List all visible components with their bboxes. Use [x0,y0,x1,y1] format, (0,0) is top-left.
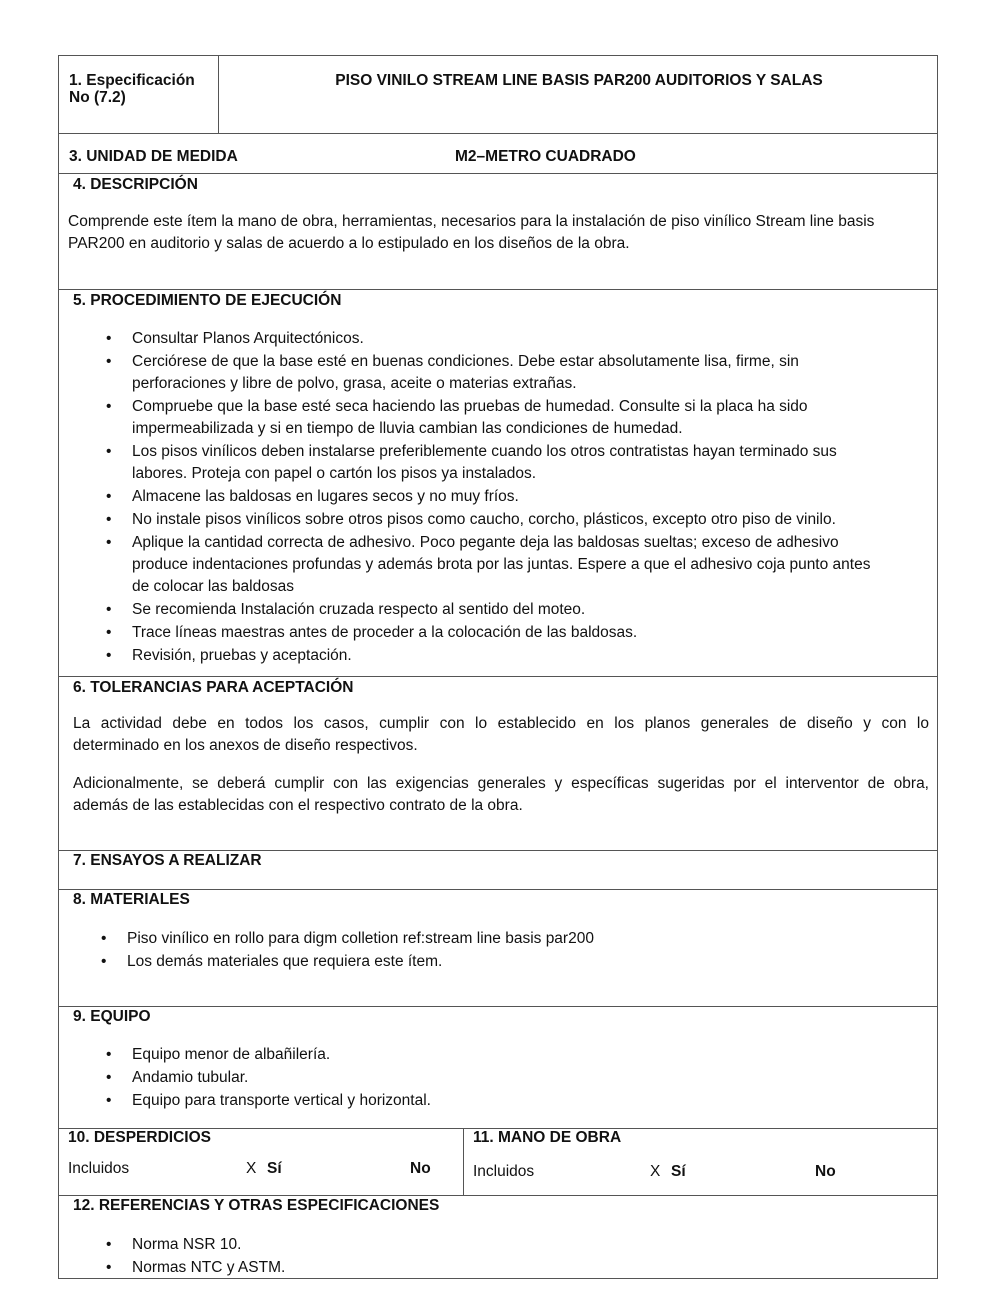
list-item: • Los pisos vinílicos deben instalarse preferiblemente cuando los otros contratistas hayan terminado sus labores. Proteja con papel o cartón los pisos ya instalados. [132,441,932,485]
spec-title: PISO VINILO STREAM LINE BASIS PAR200 AUDITORIOS Y SALAS [335,72,823,89]
labor-x-mark: X [650,1163,661,1180]
waste-labor-row [59,1129,937,1196]
waste-heading: 10. DESPERDICIOS [68,1129,211,1146]
tests-section [59,851,937,890]
list-item: • Equipo menor de albañilería. [132,1044,932,1066]
labor-yes: Sí [671,1163,686,1180]
equipment-heading: 9. EQUIPO [73,1008,151,1025]
procedure-list [132,328,932,668]
description-text: Comprende este ítem la mano de obra, herramientas, necesarios para la instalación de piso vinílico Stream line basis PAR200 en auditorio y salas de acuerdo a lo estipulado en los diseños de la obra. [68,213,875,252]
list-item: • Andamio tubular. [132,1067,932,1089]
list-item: • Aplique la cantidad correcta de adhesivo. Poco pegante deja las baldosas sueltas; exceso de adhesivo produce indentaciones profundas y además brota por las juntas. Espere a que el adhesivo coja punto antes de colocar las baldosas [132,532,932,598]
list-item: • Trace líneas maestras antes de proceder a la colocación de las baldosas. [132,622,932,644]
materials-heading: 8. MATERIALES [73,891,190,908]
tolerances-paragraph-2: Adicionalmente, se deberá cumplir con las exigencias generales y específicas sugeridas por el interventor de obra, además de las establecidas con el respectivo contrato de la obra. [73,775,929,814]
list-item: • Almacene las baldosas en lugares secos y no muy fríos. [132,486,932,508]
tolerances-heading: 6. TOLERANCIAS PARA ACEPTACIÓN [73,679,354,696]
list-item: • Se recomienda Instalación cruzada respecto al sentido del moteo. [132,599,932,621]
tests-heading: 7. ENSAYOS A REALIZAR [73,852,262,869]
labor-no: No [815,1163,836,1180]
list-item: • Piso vinílico en rollo para digm colletion ref:stream line basis par200 [127,928,927,950]
labor-heading: 11. MANO DE OBRA [473,1129,622,1146]
materials-section [59,890,937,1007]
unit-value: M2–METRO CUADRADO [455,148,636,165]
references-section [59,1196,937,1280]
list-item: • Consultar Planos Arquitectónicos. [132,328,932,350]
spec-header-row [59,56,937,134]
procedure-heading: 5. PROCEDIMIENTO DE EJECUCIÓN [73,292,342,309]
unit-row [59,134,937,174]
waste-x-mark: X [246,1160,257,1177]
equipment-list [132,1044,932,1113]
list-item: • Los demás materiales que requiera este ítem. [127,951,927,973]
labor-included-label: Incluidos [473,1163,535,1180]
list-item: • No instale pisos vinílicos sobre otros pisos como caucho, corcho, plásticos, excepto otro piso de vinilo. [132,509,932,531]
list-item: • Equipo para transporte vertical y horizontal. [132,1090,932,1112]
waste-yes: Sí [267,1160,282,1177]
spec-number-label: 1. Especificación No (7.2) [69,72,195,106]
list-item: • Normas NTC y ASTM. [132,1257,932,1279]
procedure-section [59,290,937,677]
tolerances-section [59,677,937,851]
equipment-section [59,1007,937,1129]
description-heading: 4. DESCRIPCIÓN [73,176,198,193]
description-section [59,174,937,290]
materials-list [127,928,927,974]
waste-included-label: Incluidos [68,1160,130,1177]
specification-sheet [58,55,938,1279]
list-item: • Cerciórese de que la base esté en buenas condiciones. Debe estar absolutamente lisa, firme, sin perforaciones y libre de polvo, grasa, aceite o materias extrañas. [132,351,932,395]
references-list [132,1234,932,1280]
unit-label: 3. UNIDAD DE MEDIDA [69,148,238,165]
waste-no: No [410,1160,431,1177]
list-item: • Norma NSR 10. [132,1234,932,1256]
list-item: • Revisión, pruebas y aceptación. [132,645,932,667]
list-item: • Compruebe que la base esté seca haciendo las pruebas de humedad. Consulte si la placa ha sido impermeabilizada y si en tiempo de lluvia cambian las condiciones de humedad. [132,396,932,440]
references-heading: 12. REFERENCIAS Y OTRAS ESPECIFICACIONES [73,1197,440,1214]
tolerances-paragraph-1: La actividad debe en todos los casos, cumplir con lo establecido en los planos generales de diseño y con lo determinado en los anexos de diseño respectivos. [73,715,929,754]
